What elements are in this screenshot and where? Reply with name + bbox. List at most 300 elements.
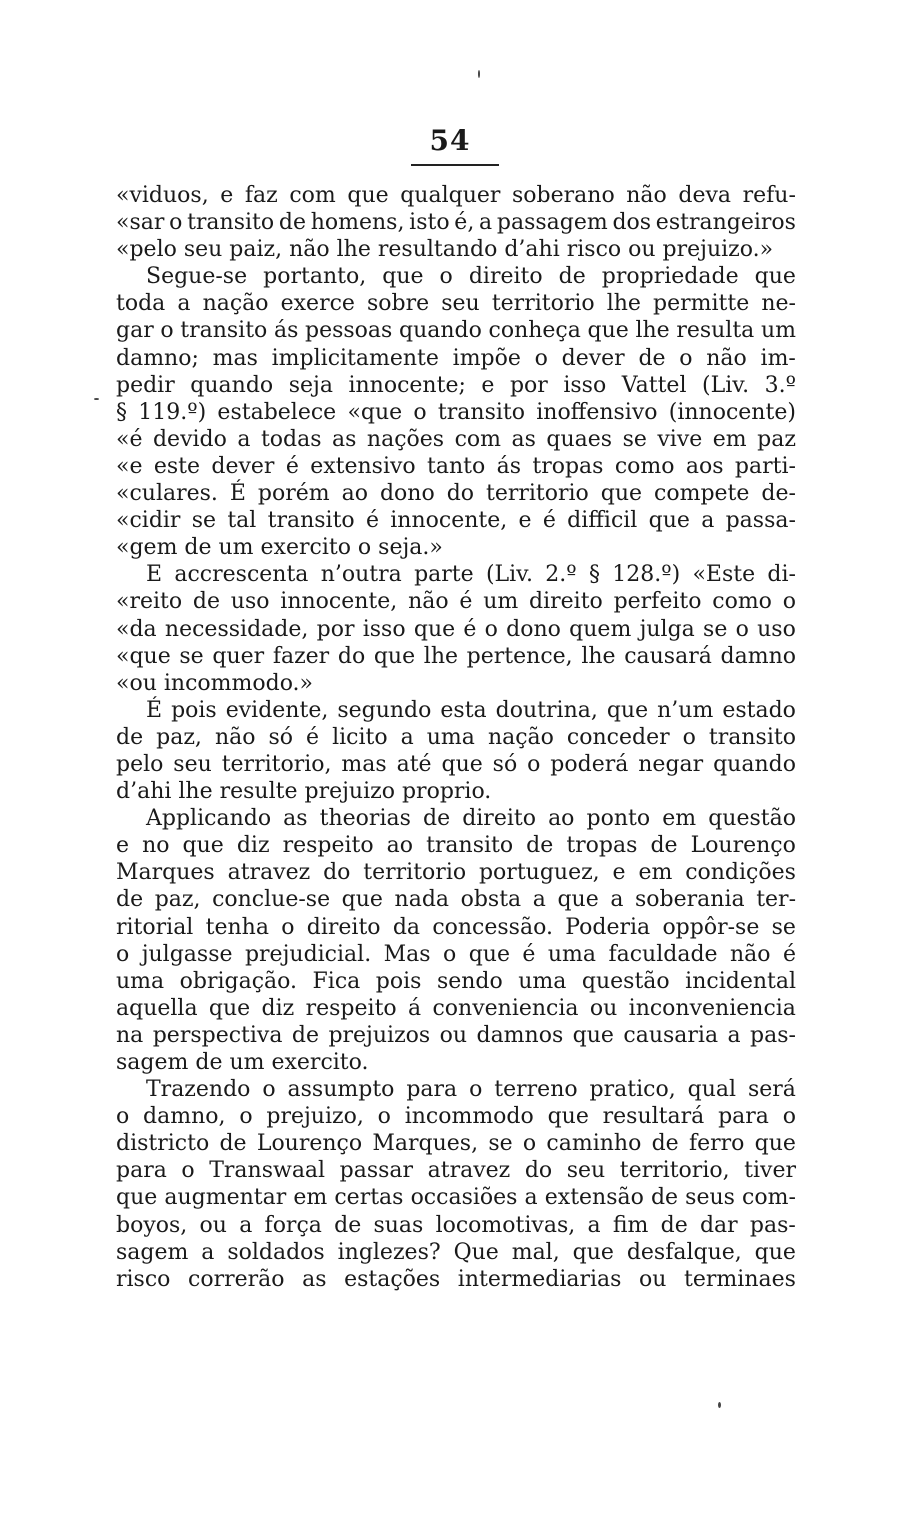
word: ponto (586, 806, 651, 832)
word: occasiões (410, 1185, 518, 1211)
word: paz (757, 426, 796, 452)
word: Mas (383, 941, 431, 967)
word: gar (116, 318, 154, 344)
word: seu (173, 751, 212, 777)
text-line (116, 1157, 796, 1184)
word: que (182, 833, 224, 859)
word: será (747, 1077, 796, 1103)
word: que (208, 995, 251, 1021)
word: segundo (337, 697, 432, 723)
word: pertence, (466, 643, 573, 669)
word: territorio (491, 291, 595, 317)
word: territorio, (221, 751, 332, 777)
word: perfeito (613, 589, 702, 615)
text-line (116, 426, 796, 453)
word: por (316, 616, 355, 642)
text-line (116, 480, 796, 507)
word: toda (116, 291, 166, 317)
word: passagem (496, 210, 608, 236)
text-line (116, 751, 796, 778)
word: transito (708, 724, 796, 750)
text-line-content: sagem de um exercito. (116, 1050, 369, 1075)
word: quem (569, 616, 632, 642)
text-line-content: d’ahi lhe resulte prejuizo proprio. (116, 779, 492, 805)
word: que (600, 481, 643, 507)
word: que (572, 1022, 614, 1048)
word: o (160, 318, 174, 344)
word: paz, (156, 724, 202, 750)
word: que (468, 941, 510, 967)
word: assumpto (287, 1077, 395, 1103)
text-line (116, 345, 796, 372)
word: mal, (511, 1239, 560, 1265)
word: para (718, 1104, 769, 1130)
word: se (703, 616, 728, 642)
word: districto (116, 1131, 210, 1157)
text-line (116, 236, 796, 263)
word: a (727, 1022, 741, 1048)
word: de (334, 1212, 362, 1238)
word: n’outra (320, 562, 402, 588)
word: ou (439, 1022, 468, 1048)
word: as (332, 426, 357, 452)
word: ter- (756, 887, 796, 913)
word: todas (260, 426, 322, 452)
word: o (116, 941, 130, 967)
word: respeito (282, 833, 374, 859)
word: de (558, 264, 586, 290)
word: direito (306, 914, 381, 940)
word: augmentar (164, 1185, 287, 1211)
text-line (116, 1076, 796, 1103)
word: do (446, 481, 475, 507)
word: que (648, 508, 690, 534)
word: lhe (423, 643, 459, 669)
word: que (557, 887, 599, 913)
word: tropas (566, 833, 638, 859)
word: terminaes (684, 1266, 796, 1292)
word: dever (561, 345, 625, 371)
word: qual (687, 1077, 737, 1103)
word: fazer (272, 643, 330, 669)
word: territorio (485, 481, 589, 507)
word: implicitamente (271, 345, 439, 371)
word: caminho (546, 1131, 642, 1157)
word: que (413, 616, 456, 642)
word: Poderia (565, 914, 651, 940)
word: propriedade (601, 264, 739, 290)
word: a (524, 1185, 538, 1211)
word: lhe (635, 318, 670, 344)
word: que (754, 1131, 796, 1157)
word: o (782, 1104, 796, 1130)
word: as (302, 1266, 327, 1292)
word: porém (257, 481, 330, 507)
word: suas (373, 1212, 424, 1238)
word: com- (742, 1185, 796, 1211)
text-line (116, 290, 796, 317)
text-line-content: «pelo seu paiz, não lhe resultando d’ahi risco ou prejuizo.» (116, 237, 774, 263)
word: a (532, 887, 546, 913)
word: com (454, 426, 502, 452)
word: 2.º (545, 562, 577, 588)
word: Segue-se (146, 264, 248, 290)
word: innocente, (280, 589, 398, 615)
word: questão (708, 806, 796, 832)
word: dar (699, 1212, 738, 1238)
word: nada (394, 887, 450, 913)
text-line (116, 832, 796, 859)
word: que (606, 697, 649, 723)
word: a (400, 724, 414, 750)
word: o (439, 264, 453, 290)
word: atravez (427, 1158, 511, 1184)
word: até (396, 751, 432, 777)
word: se (622, 426, 647, 452)
word: poderá (550, 751, 629, 777)
word: «é (116, 426, 143, 452)
word: innocente, (390, 508, 508, 534)
word: pessoas (305, 318, 393, 344)
word: e (612, 860, 626, 886)
word: locomotivas, (435, 1212, 576, 1238)
word: a (587, 1212, 601, 1238)
word: «cidir (116, 508, 181, 534)
word: passa- (725, 508, 796, 534)
word: qualquer (400, 183, 501, 208)
word: 128.º) (612, 562, 681, 588)
word: sagem (116, 1239, 189, 1265)
word: um (483, 589, 519, 615)
word: o (281, 914, 295, 940)
text-line (116, 697, 796, 724)
word: nação (487, 724, 554, 750)
word: exerce (280, 291, 355, 317)
word: faculdade (608, 941, 718, 967)
word: um (760, 318, 796, 344)
word: em (638, 860, 673, 886)
word: pois (375, 968, 422, 994)
word: uma (518, 968, 567, 994)
word: ne- (761, 291, 796, 317)
text-line (116, 616, 796, 643)
word: lhe (606, 291, 641, 317)
speck (478, 70, 480, 78)
word: para (406, 1077, 458, 1103)
word: uma (547, 941, 597, 967)
word: damno; (116, 345, 199, 371)
word: quer (212, 643, 265, 669)
word: é (542, 508, 556, 534)
word: obrigação. (179, 968, 298, 994)
word: uso (230, 589, 270, 615)
word: passar (339, 1158, 414, 1184)
word: ou (639, 1266, 667, 1292)
word: ou (589, 995, 618, 1021)
word: o (377, 1104, 391, 1130)
word: a (610, 887, 624, 913)
word: inoffensivo (536, 399, 658, 425)
word: de (638, 345, 666, 371)
text-line (116, 507, 796, 534)
text-line (116, 643, 796, 670)
word: o (682, 724, 696, 750)
word: deva (678, 183, 732, 208)
word: as (511, 426, 536, 452)
word: tanto (427, 453, 486, 479)
word: que (382, 264, 424, 290)
word: pas- (750, 1022, 796, 1048)
word: homens, (310, 210, 405, 236)
word: só (492, 751, 518, 777)
word: di- (767, 562, 796, 588)
word: e (518, 508, 532, 534)
word: boyos, (116, 1212, 188, 1238)
word: «culares. (116, 481, 218, 507)
word: intermediarias (457, 1266, 622, 1292)
text-line-content: «ou incommodo.» (116, 670, 314, 696)
word: isso (563, 372, 607, 398)
word: § (588, 562, 600, 588)
word: pois (171, 697, 217, 723)
word: (Liv. (702, 372, 750, 398)
text-line (116, 968, 796, 995)
word: lhe (581, 643, 616, 669)
word: extensivo (310, 453, 416, 479)
word: ou (199, 1212, 227, 1238)
word: quando (713, 751, 796, 777)
word: «e (116, 453, 143, 479)
word: á (408, 995, 422, 1021)
word: a (239, 1212, 253, 1238)
word: que (572, 1239, 614, 1265)
word: e (116, 833, 130, 859)
word: damno (720, 643, 796, 669)
word: respeito (305, 995, 397, 1021)
text-line (116, 209, 796, 236)
word: concessão. (432, 914, 553, 940)
word: o (169, 210, 183, 236)
page-number: 54 (429, 124, 471, 157)
word: Lourenço (256, 1131, 363, 1157)
word: é (782, 941, 796, 967)
word: «da (116, 616, 157, 642)
word: é, (454, 210, 475, 236)
word: tropas (532, 453, 604, 479)
word: que (347, 183, 389, 208)
word: julgasse (141, 941, 233, 967)
word: questão (581, 968, 670, 994)
word: uma (116, 968, 165, 994)
word: 3.º (764, 372, 796, 398)
word: doutrina, (495, 697, 598, 723)
word: seja (288, 372, 333, 398)
word: seu (566, 1158, 606, 1184)
word: pas- (749, 1212, 796, 1238)
word: o (534, 345, 548, 371)
word: sobre (367, 291, 430, 317)
word: é (306, 724, 320, 750)
word: § (116, 399, 127, 425)
word: «que (347, 399, 403, 425)
word: im- (760, 345, 796, 371)
word: soberania (635, 887, 745, 913)
word: nações (366, 426, 445, 452)
text-line (116, 1130, 796, 1157)
word: de (422, 806, 451, 832)
word: difficil (567, 508, 638, 534)
word: terreno (494, 1077, 578, 1103)
speck (94, 398, 99, 400)
word: estações (344, 1266, 441, 1292)
word: que (547, 1104, 589, 1130)
word: sendo (436, 968, 503, 994)
word: É (229, 481, 246, 507)
word: accrescenta (174, 562, 309, 588)
text-line (116, 561, 796, 588)
word: innocente; (348, 372, 466, 398)
text-line (116, 453, 796, 480)
word: Fica (312, 968, 361, 994)
word: pelo (116, 751, 164, 777)
word: vive (657, 426, 703, 452)
word: não (214, 724, 256, 750)
word: ritorial (116, 914, 194, 940)
word: o (679, 345, 693, 371)
text-line (116, 670, 796, 697)
word: como (614, 453, 675, 479)
word: causaria (623, 1022, 719, 1048)
word: tal (227, 508, 257, 534)
word: Marques, (372, 1131, 479, 1157)
word: devido (152, 426, 227, 452)
word: direito (462, 806, 536, 832)
text-line (116, 182, 796, 209)
word: de (116, 887, 144, 913)
word: Lourenço (690, 833, 796, 859)
word: julga (639, 616, 695, 642)
word: o (522, 1131, 537, 1157)
word: para (116, 1158, 167, 1184)
word: uma (426, 724, 475, 750)
word: que (116, 1185, 158, 1211)
word: inconveniencia (628, 995, 796, 1021)
word: que (754, 264, 796, 290)
word: diz (236, 833, 270, 859)
word: isso (362, 616, 406, 642)
word: incommodo (404, 1104, 534, 1130)
text-line (116, 1049, 796, 1076)
word: estrangeiros (655, 210, 796, 236)
word: o (116, 1104, 130, 1130)
word: risco (116, 1266, 171, 1292)
word: soberano (512, 183, 615, 208)
text-line-content: «gem de um exercito o seja.» (116, 535, 443, 561)
word: (innocente) (668, 399, 796, 425)
text-line (116, 914, 796, 941)
text-line (116, 399, 796, 426)
word: evidente, (225, 697, 329, 723)
word: É (146, 697, 163, 723)
word: perspectiva (152, 1022, 283, 1048)
word: prejuizo, (266, 1104, 364, 1130)
word: ás (273, 318, 299, 344)
word: a (177, 291, 191, 317)
word: se (179, 643, 204, 669)
word: em (712, 426, 747, 452)
word: seu (441, 291, 480, 317)
word: damno, (143, 1104, 226, 1130)
word: «sar (116, 210, 165, 236)
speck (718, 1402, 721, 1408)
word: e (220, 183, 234, 208)
page-number-rule (411, 164, 499, 166)
word: resulta (676, 318, 755, 344)
text-line (116, 805, 796, 832)
word: Trazendo (146, 1077, 251, 1103)
text-line (116, 317, 796, 344)
text-line (116, 941, 796, 968)
word: E (146, 562, 163, 588)
word: parti- (734, 453, 796, 479)
word: causará (624, 643, 712, 669)
word: o (262, 1077, 276, 1103)
word: portanto, (263, 264, 367, 290)
word: ao (548, 806, 575, 832)
word: 119.º) (138, 399, 207, 425)
word: oppôr-se (662, 914, 760, 940)
word: prejudicial. (244, 941, 372, 967)
word: estabelece (217, 399, 337, 425)
word: condições (685, 860, 796, 886)
word: a (479, 210, 493, 236)
word: a (237, 426, 251, 452)
word: uso (757, 616, 796, 642)
word: a (701, 508, 715, 534)
word: ás (496, 453, 522, 479)
word: correrão (188, 1266, 285, 1292)
word: de- (761, 481, 796, 507)
word: não (408, 589, 449, 615)
word: estado (722, 697, 796, 723)
word: territorio, (619, 1158, 730, 1184)
word: Transwaal (209, 1158, 326, 1184)
word: transito (426, 833, 514, 859)
word: pedir (116, 372, 175, 398)
word: licito (332, 724, 388, 750)
text-line (116, 588, 796, 615)
text-line (116, 724, 796, 751)
word: as (283, 806, 308, 832)
word: n’um (657, 697, 714, 723)
word: que (441, 751, 483, 777)
word: o (413, 399, 427, 425)
word: do (337, 643, 366, 669)
word: de (526, 833, 554, 859)
text-line (116, 534, 796, 561)
word: se (488, 1131, 513, 1157)
word: o (181, 1158, 195, 1184)
word: o (735, 616, 749, 642)
word: de (219, 1131, 247, 1157)
word: quaes (546, 426, 613, 452)
word: Applicando (146, 806, 272, 832)
word: em (293, 1185, 328, 1211)
word: aquella (116, 995, 198, 1021)
word: se (191, 508, 217, 534)
word: conclue-se (212, 887, 331, 913)
word: força (264, 1212, 322, 1238)
